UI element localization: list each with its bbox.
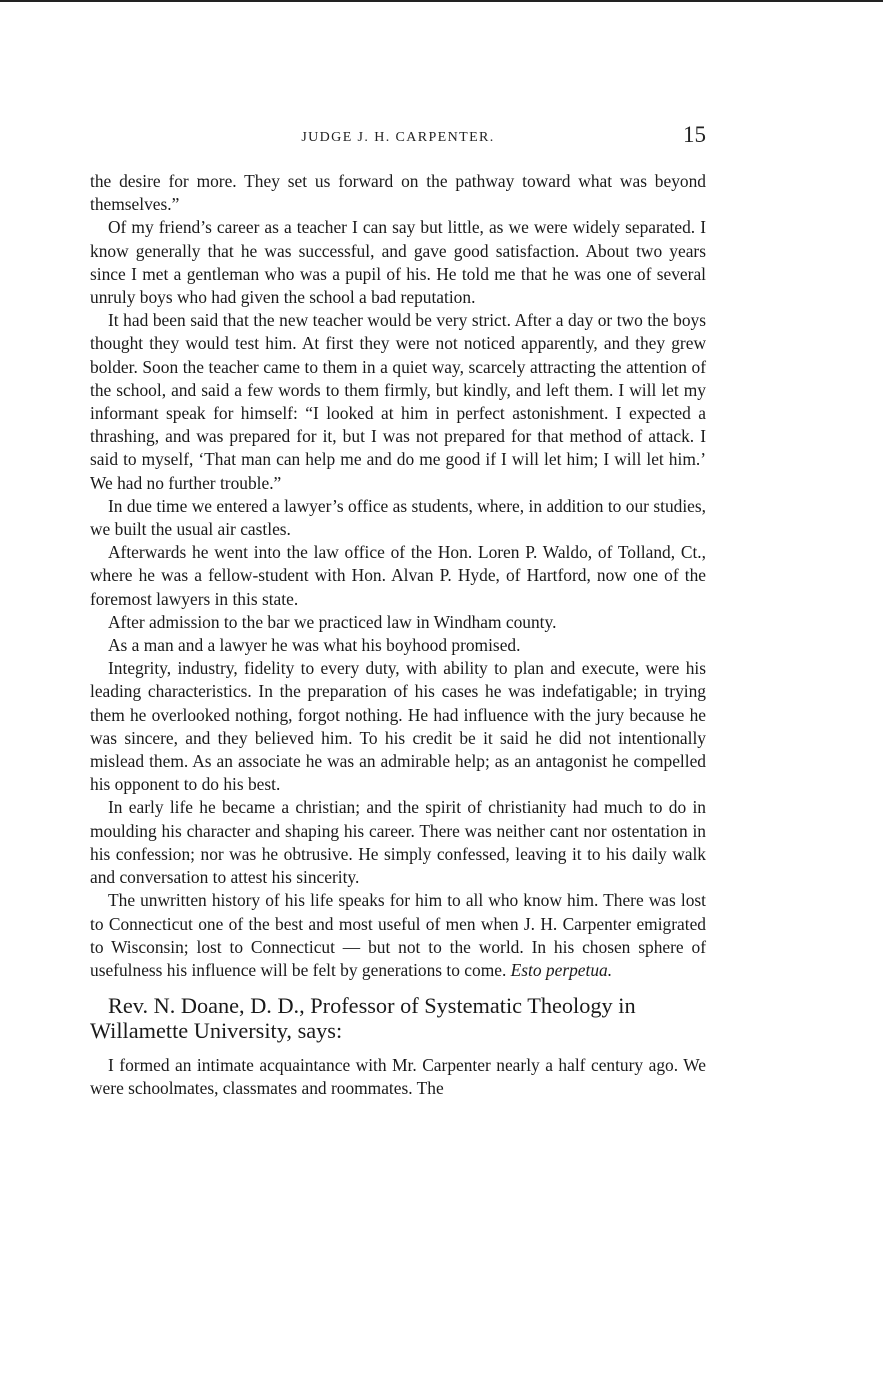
top-border-rule — [0, 0, 883, 2]
paragraph-1: the desire for more. They set us forward on the pathway toward what was beyond themselves.” — [90, 171, 706, 215]
paragraph-11: I formed an intimate acquaintance with Mr. Carpenter nearly a half century ago. We were schoolmates, classmates and roommates. The — [90, 1055, 706, 1099]
paragraph-3: It had been said that the new teacher would be very strict. After a day or two the boys thought they would test him. At first they were not noticed apparently, and they grew bolder. Soon the teacher came to them in a quiet way, scarcely attracting the attention of the school, and said a few words to them firmly, but kindly, and left them. I will let my informant speak for himself: “I looked at him in perfect astonishment. I expected a thrashing, and was prepared for it, but I was not prepared for that method of attack. I said to myself, ‘That man can help me and do me good if I will let him; I will let him.’ We had no further trouble.” — [90, 310, 706, 493]
body-text — [90, 170, 706, 1101]
paragraph-4: In due time we entered a lawyer’s office as students, where, in addition to our studies, we built the usual air castles. — [90, 495, 706, 540]
latin-motto: Esto perpetua. — [510, 959, 613, 980]
paragraph-6: After admission to the bar we practiced law in Windham county. — [108, 611, 557, 632]
paragraph-10 — [90, 889, 706, 982]
page-number: 15 — [683, 122, 706, 147]
paragraph-2: Of my friend’s career as a teacher I can say but little, as we were widely separated. I know generally that he was successful, and gave good satisfaction. About two years since I met a gentleman who was a pupil of his. He told me that he was one of several unruly boys who had given the school a bad reputation. — [90, 217, 706, 308]
paragraph-7: As a man and a lawyer he was what his boyhood promised. — [108, 635, 521, 656]
quote-heading: Rev. N. Doane, D. D., Professor of Systematic Theology in Willamette University, says: — [90, 993, 636, 1044]
running-head: JUDGE J. H. CARPENTER. — [301, 130, 495, 145]
page-header — [90, 124, 706, 154]
paragraph-10-text: The unwritten history of his life speaks for him to all who know him. There was lost to Connecticut one of the best and most useful of men when J. H. Carpenter emigrated to Wisconsin; lost to Connecticut — but not to the world. In his chosen sphere of usefulness his influence will be felt by generations to come. — [90, 890, 706, 980]
paragraph-8: Integrity, industry, fidelity to every duty, with ability to plan and execute, were his leading characteristics. In the preparation of his cases he was indefatigable; in trying them he overlooked nothing, forgot nothing. He had influence with the jury because he was sincere, and they believed him. To his credit be it said he did not intentionally mislead them. As an associate he was an admirable help; as an antagonist he compelled his opponent to do his best. — [90, 658, 706, 795]
paragraph-5: Afterwards he went into the law office of the Hon. Loren P. Waldo, of Tolland, Ct., where he was a fellow-student with Hon. Alvan P. Hyde, of Hartford, now one of the foremost lawyers in this state. — [90, 542, 706, 609]
paragraph-9: In early life he became a christian; and the spirit of christianity had much to do in moulding his character and shaping his career. There was neither cant nor ostentation in his confession; nor was he obtrusive. He simply confessed, leaving it to his daily walk and conversation to attest his sincerity. — [90, 797, 706, 888]
